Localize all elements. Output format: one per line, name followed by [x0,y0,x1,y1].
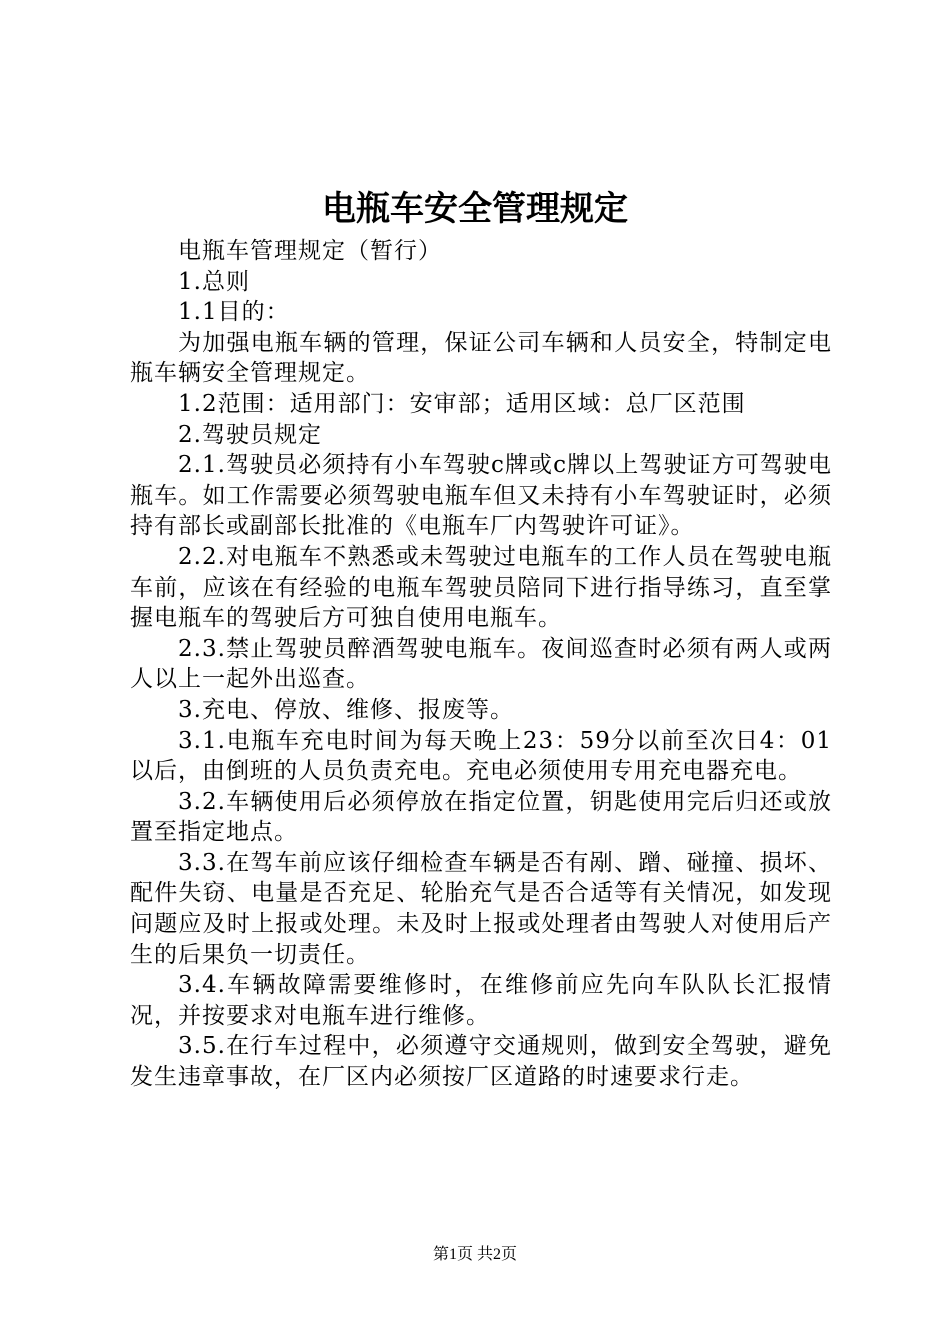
paragraph-purpose-heading: 1.1目的： [178,299,290,326]
paragraph-3-1: 3.1.电瓶车充电时间为每天晚上23：59分以前至次日4：01以后，由倒班的人员负责充电。充电必须使用专用充电器充电。 [130,727,832,785]
paragraph-2-1: 2.1.驾驶员必须持有小车驾驶c牌或c牌以上驾驶证方可驾驶电瓶车。如工作需要必须驾驶电瓶车但又未持有小车驾驶证时，必须持有部长或副部长批准的《电瓶车厂内驾驶许可证》。 [130,452,832,540]
paragraph-subtitle: 电瓶车管理规定（暂行） [178,238,442,264]
paragraph-driver-heading: 2.驾驶员规定 [178,421,322,448]
paragraph-2-2: 2.2.对电瓶车不熟悉或未驾驶过电瓶车的工作人员在驾驶电瓶车前，应该在有经验的电瓶车驾驶员陪同下进行指导练习，直至掌握电瓶车的驾驶后方可独自使用电瓶车。 [130,543,832,632]
document-body [130,236,832,1093]
paragraph-charging-heading: 3.充电、停放、维修、报废等。 [178,696,514,723]
paragraph-3-3: 3.3.在驾车前应该仔细检查车辆是否有剐、蹭、碰撞、损坏、配件失窃、电量是否充足、轮胎充气是否合适等有关情况，如发现问题应及时上报或处理。未及时上报或处理者由驾驶人对使用后产生的后果负一切责任。 [130,849,832,968]
paragraph-general: 1.总则 [178,268,250,295]
paragraph-3-5: 3.5.在行车过程中，必须遵守交通规则，做到安全驾驶，避免发生违章事故，在厂区内必须按厂区道路的时速要求行走。 [130,1033,832,1091]
page-number-footer: 第1页 共2页 [432,1246,517,1263]
paragraph-scope: 1.2范围：适用部门：安审部；适用区域：总厂区范围 [178,390,746,417]
paragraph-3-2: 3.2.车辆使用后必须停放在指定位置，钥匙使用完后归还或放置至指定地点。 [130,788,832,846]
paragraph-purpose: 为加强电瓶车辆的管理，保证公司车辆和人员安全，特制定电瓶车辆安全管理规定。 [130,329,832,387]
paragraph-2-3: 2.3.禁止驾驶员醉酒驾驶电瓶车。夜间巡查时必须有两人或两人以上一起外出巡查。 [130,635,832,693]
document-title: 电瓶车安全管理规定 [322,189,628,229]
paragraph-3-4: 3.4.车辆故障需要维修时，在维修前应先向车队队长汇报情况，并按要求对电瓶车进行维修。 [130,972,832,1029]
